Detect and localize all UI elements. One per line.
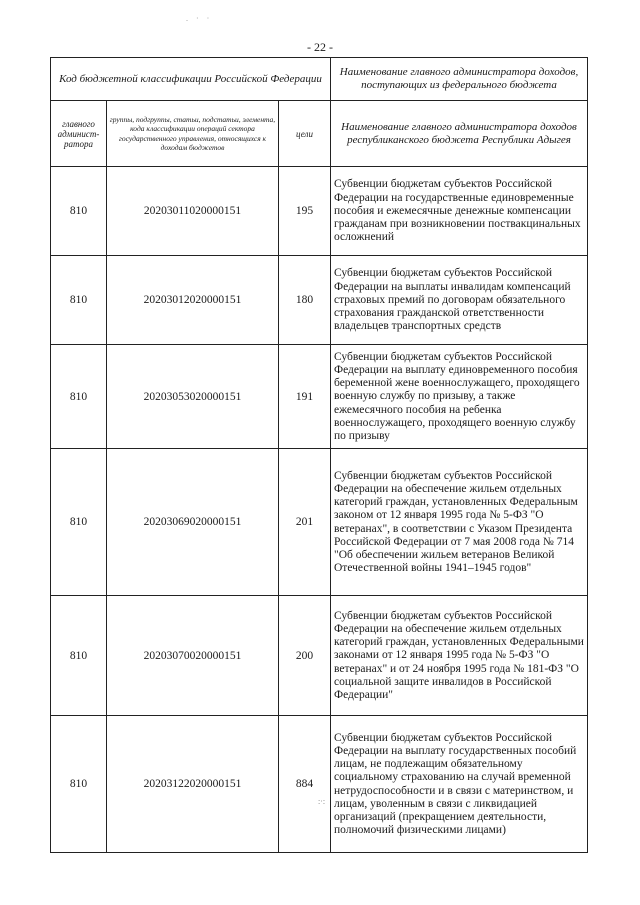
row-description: Субвенции бюджетам субъектов Российской Федерации на выплаты инвалидам компенсаций страховых премий по договорам обязательного страхования гражданской ответственности владельцев транспортных средств — [331, 256, 588, 345]
goal-code: 200 — [279, 596, 331, 716]
classification-code: 20203012020000151 — [107, 256, 279, 345]
table-row — [51, 167, 588, 256]
classification-code: 20203122020000151 — [107, 716, 279, 853]
table-row — [51, 716, 588, 853]
table-row — [51, 345, 588, 449]
classification-code: 20203053020000151 — [107, 345, 279, 449]
goal-code: 884 — [279, 716, 331, 853]
admin-code: 810 — [51, 449, 107, 596]
table-row — [51, 449, 588, 596]
header-name-republic: Наименование главного администратора доходов республиканского бюджета Республики Адыгея — [331, 101, 588, 167]
goal-code: 195 — [279, 167, 331, 256]
header-row-2 — [51, 101, 588, 167]
row-description: Субвенции бюджетам субъектов Российской Федерации на государственные единовременные пособия и ежемесячные денежные компенсации гражданам при возникновении поствакцинальных осложнений — [331, 167, 588, 256]
header-name-federal: Наименование главного администратора доходов, поступающих из федерального бюджета — [331, 58, 588, 101]
table-row — [51, 256, 588, 345]
page-number: - 22 - — [307, 40, 333, 54]
table-row — [51, 596, 588, 716]
goal-code: 191 — [279, 345, 331, 449]
admin-code: 810 — [51, 345, 107, 449]
scan-artifact: . · · — [186, 14, 213, 23]
admin-code: 810 — [51, 716, 107, 853]
budget-classification-table — [50, 57, 588, 853]
admin-code: 810 — [51, 167, 107, 256]
row-description: Субвенции бюджетам субъектов Российской Федерации на обеспечение жильем отдельных категорий граждан, установленных Федеральными законами от 12 января 1995 года № 5-ФЗ "О ветеранах" и от 24 ноября 1995 года № 181-ФЗ "О социальной защите инвалидов в Российской Федерации" — [331, 596, 588, 716]
goal-code: 180 — [279, 256, 331, 345]
admin-code: 810 — [51, 596, 107, 716]
classification-code: 20203069020000151 — [107, 449, 279, 596]
header-row-1 — [51, 58, 588, 101]
header-code-group: Код бюджетной классификации Российской Федерации — [51, 58, 331, 101]
row-description: Субвенции бюджетам субъектов Российской Федерации на выплату единовременного пособия беременной жене военнослужащего, проходящего военную службу по призыву, а также ежемесячного пособия на ребенка военнослужащего, проходящего военную службу по призыву — [331, 345, 588, 449]
row-description: Субвенции бюджетам субъектов Российской Федерации на обеспечение жильем отдельных категорий граждан, установленных Федеральным законом от 12 января 1995 года № 5-ФЗ "О ветеранах", в соответствии с Указом Президента Российской Федерации от 7 мая 2008 года № 714 "Об обеспечении жильем ветеранов Великой Отечественной войны 1941–1945 годов" — [331, 449, 588, 596]
header-main-admin: главного админист-ратора — [51, 101, 107, 167]
header-goals: цели — [279, 101, 331, 167]
admin-code: 810 — [51, 256, 107, 345]
header-groups: группы, подгруппы, статьи, подстатьи, элемента, кода классификации операций сектора государственного управления, относящихся к доходам бюджетов — [107, 101, 279, 167]
classification-code: 20203070020000151 — [107, 596, 279, 716]
scan-artifact: :·: — [318, 797, 326, 806]
classification-code: 20203011020000151 — [107, 167, 279, 256]
row-description: Субвенции бюджетам субъектов Российской Федерации на выплату государственных пособий лицам, не подлежащим обязательному социальному страхованию на случай временной нетрудоспособности и в связи с материнством, и лицам, уволенным в связи с ликвидацией организаций (прекращением деятельности, полномочий физическими лицами) — [331, 716, 588, 853]
goal-code: 201 — [279, 449, 331, 596]
